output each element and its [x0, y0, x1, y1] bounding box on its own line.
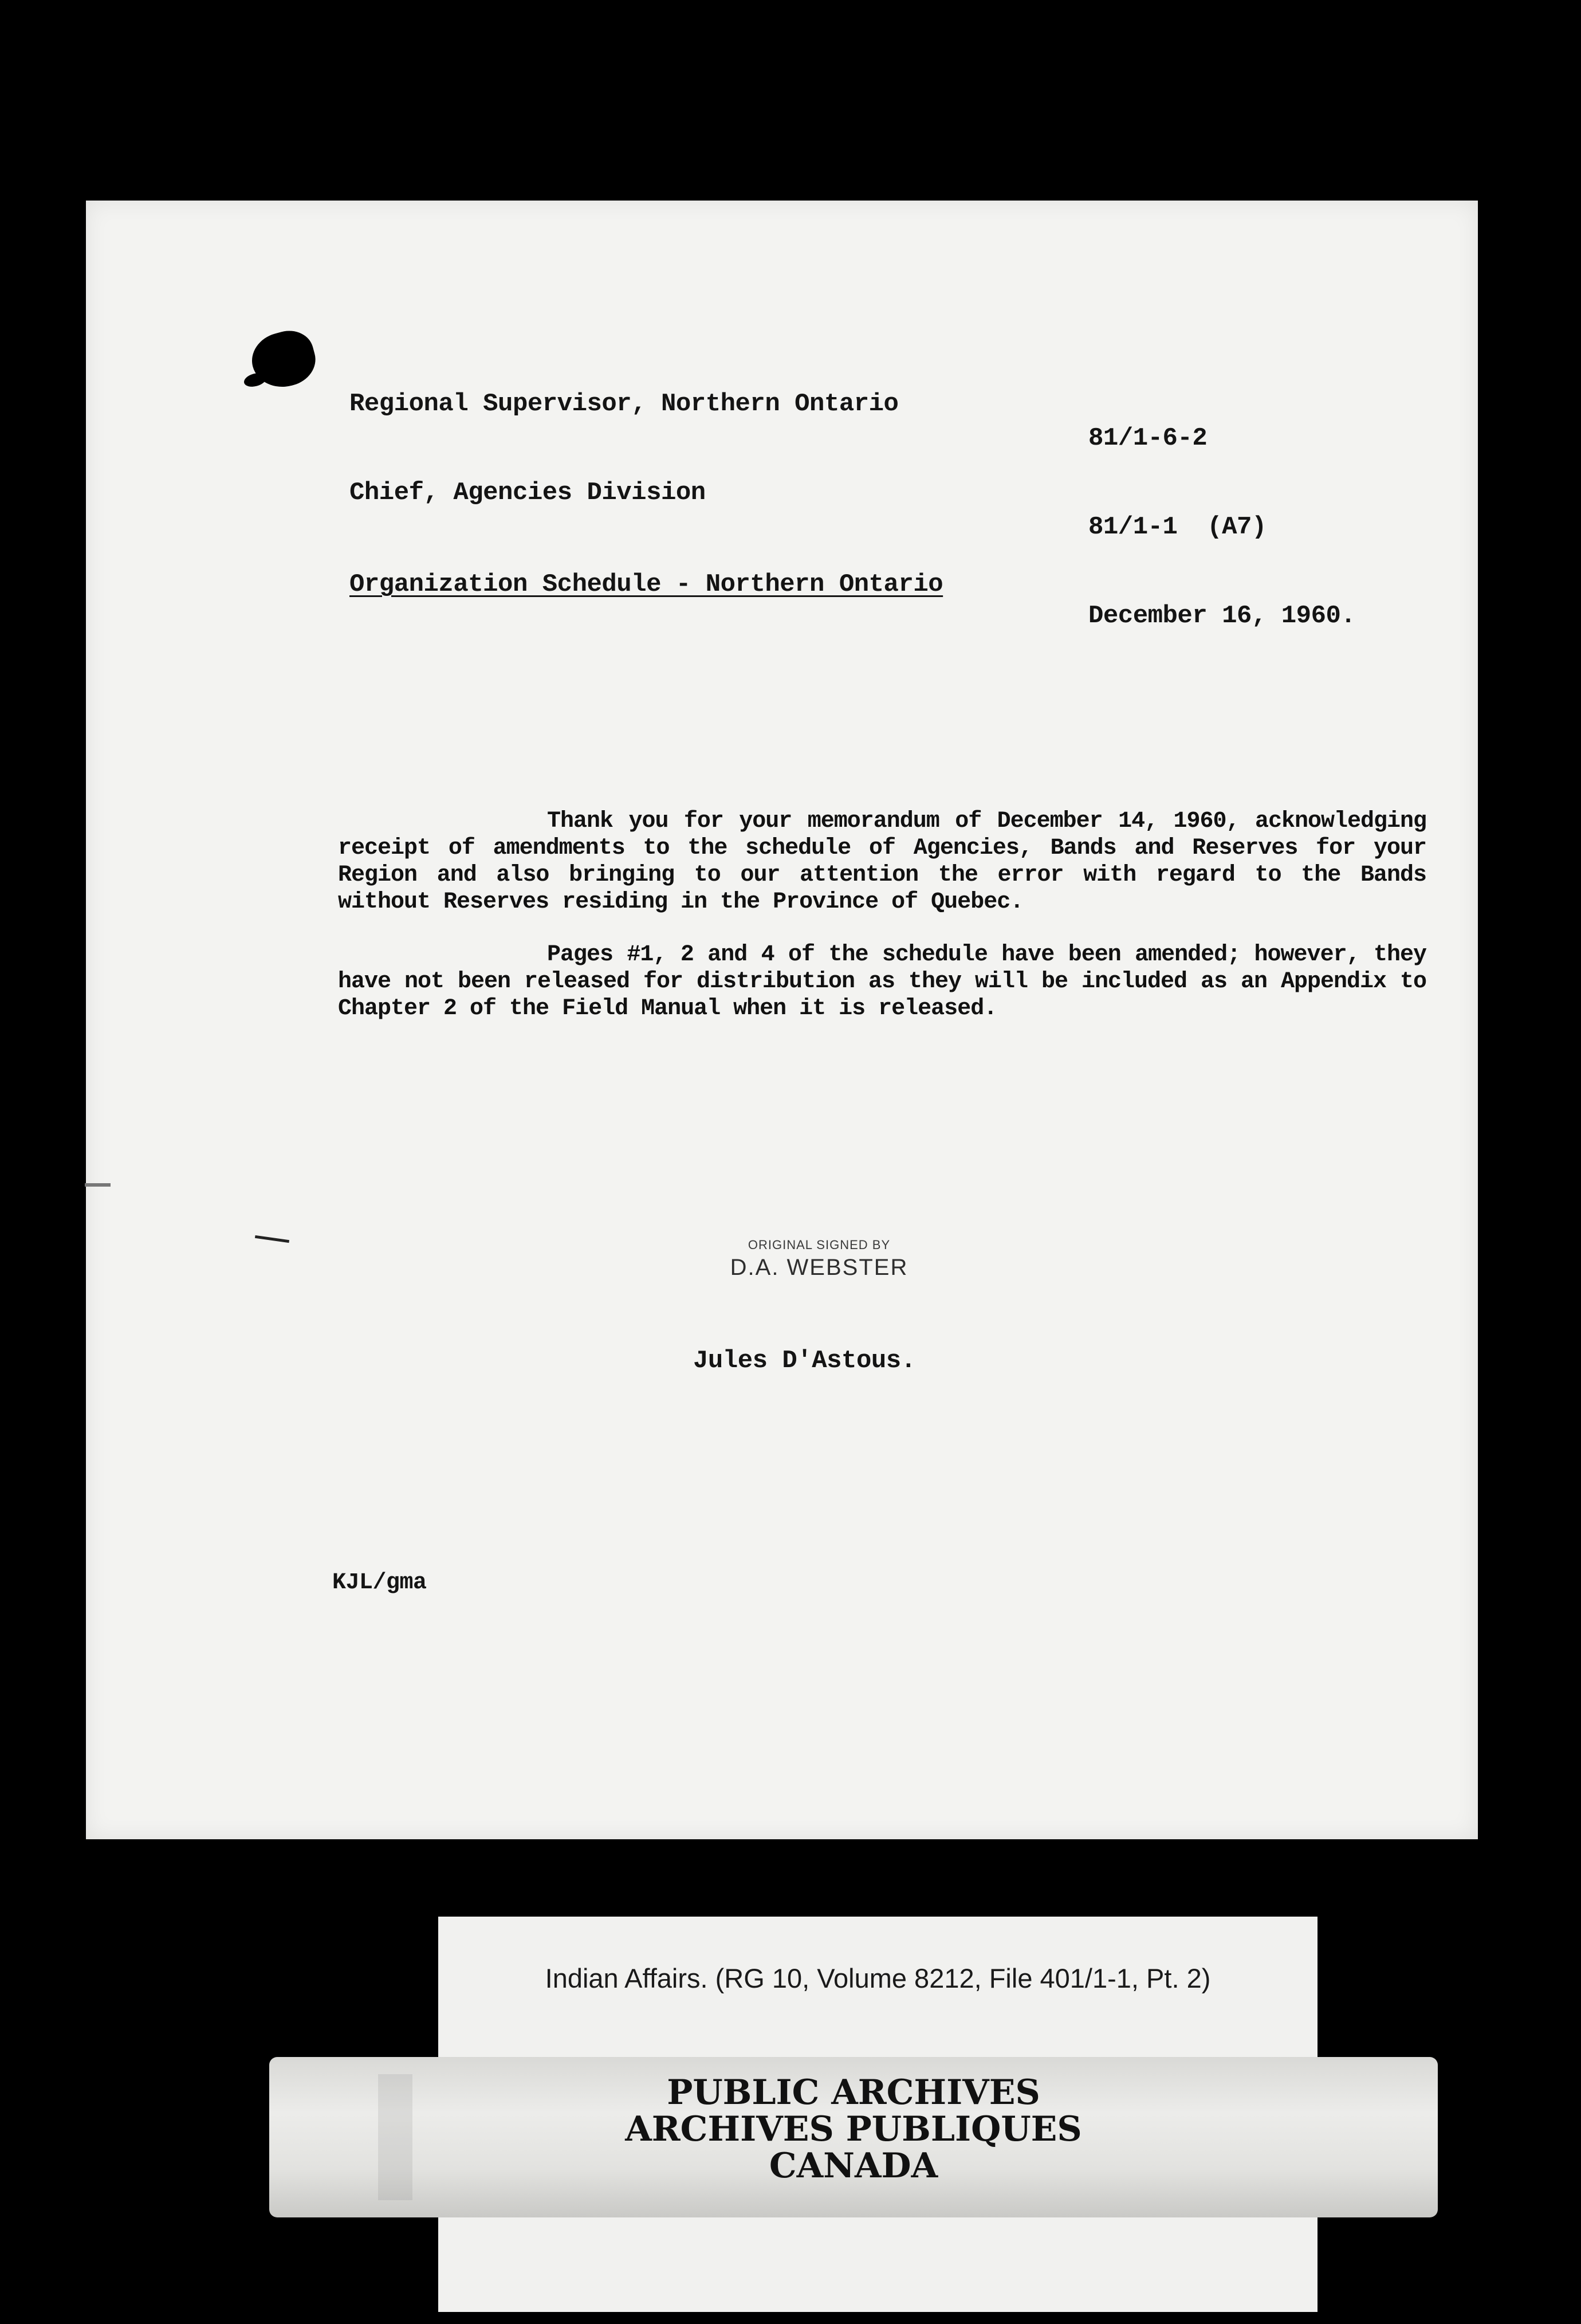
archive-line-1: PUBLIC ARCHIVES: [667, 2072, 1040, 2113]
typed-signature: Jules D'Astous.: [693, 1346, 916, 1375]
archive-label: [269, 2074, 1438, 2184]
file-reference-1: 81/1-6-2: [1088, 424, 1208, 453]
edge-mark: [85, 1183, 111, 1187]
memo-date: December 16, 1960.: [1088, 602, 1356, 630]
memo-from: Chief, Agencies Division: [349, 478, 706, 507]
signature-stamp: [699, 1238, 939, 1281]
memo-subject: Organization Schedule - Northern Ontario: [349, 570, 943, 599]
stamp-original-signed: ORIGINAL SIGNED BY: [748, 1238, 891, 1252]
memo-page: [86, 201, 1478, 1839]
stamp-signer-name: D.A. WEBSTER: [730, 1255, 909, 1280]
typist-initials: KJL/gma: [332, 1570, 427, 1596]
archive-line-2: ARCHIVES PUBLIQUES: [625, 2109, 1082, 2149]
archive-line-3: CANADA: [769, 2146, 938, 2186]
archive-label-bar: [269, 2057, 1438, 2217]
memo-body: [338, 808, 1426, 1048]
ink-blot: [246, 325, 321, 394]
body-paragraph-1: Thank you for your memorandum of December 14, 1960, acknowledging receipt of amendments to the schedule of Agencies, Bands and Reserves for your Region and also bringing to our attention the error with regard to the Bands without Reserves residing in the Province of Quebec.: [338, 808, 1426, 915]
memo-to: Regional Supervisor, Northern Ontario: [349, 390, 899, 418]
archive-reference: Indian Affairs. (RG 10, Volume 8212, File 401/1-1, Pt. 2): [545, 1963, 1211, 1993]
body-paragraph-2: Pages #1, 2 and 4 of the schedule have been amended; however, they have not been released for distribution as they will be included as an Appendix to Chapter 2 of the Field Manual when it is released.: [338, 942, 1426, 1022]
pen-mark: [255, 1235, 289, 1243]
file-reference-2: 81/1-1 (A7): [1088, 513, 1267, 541]
